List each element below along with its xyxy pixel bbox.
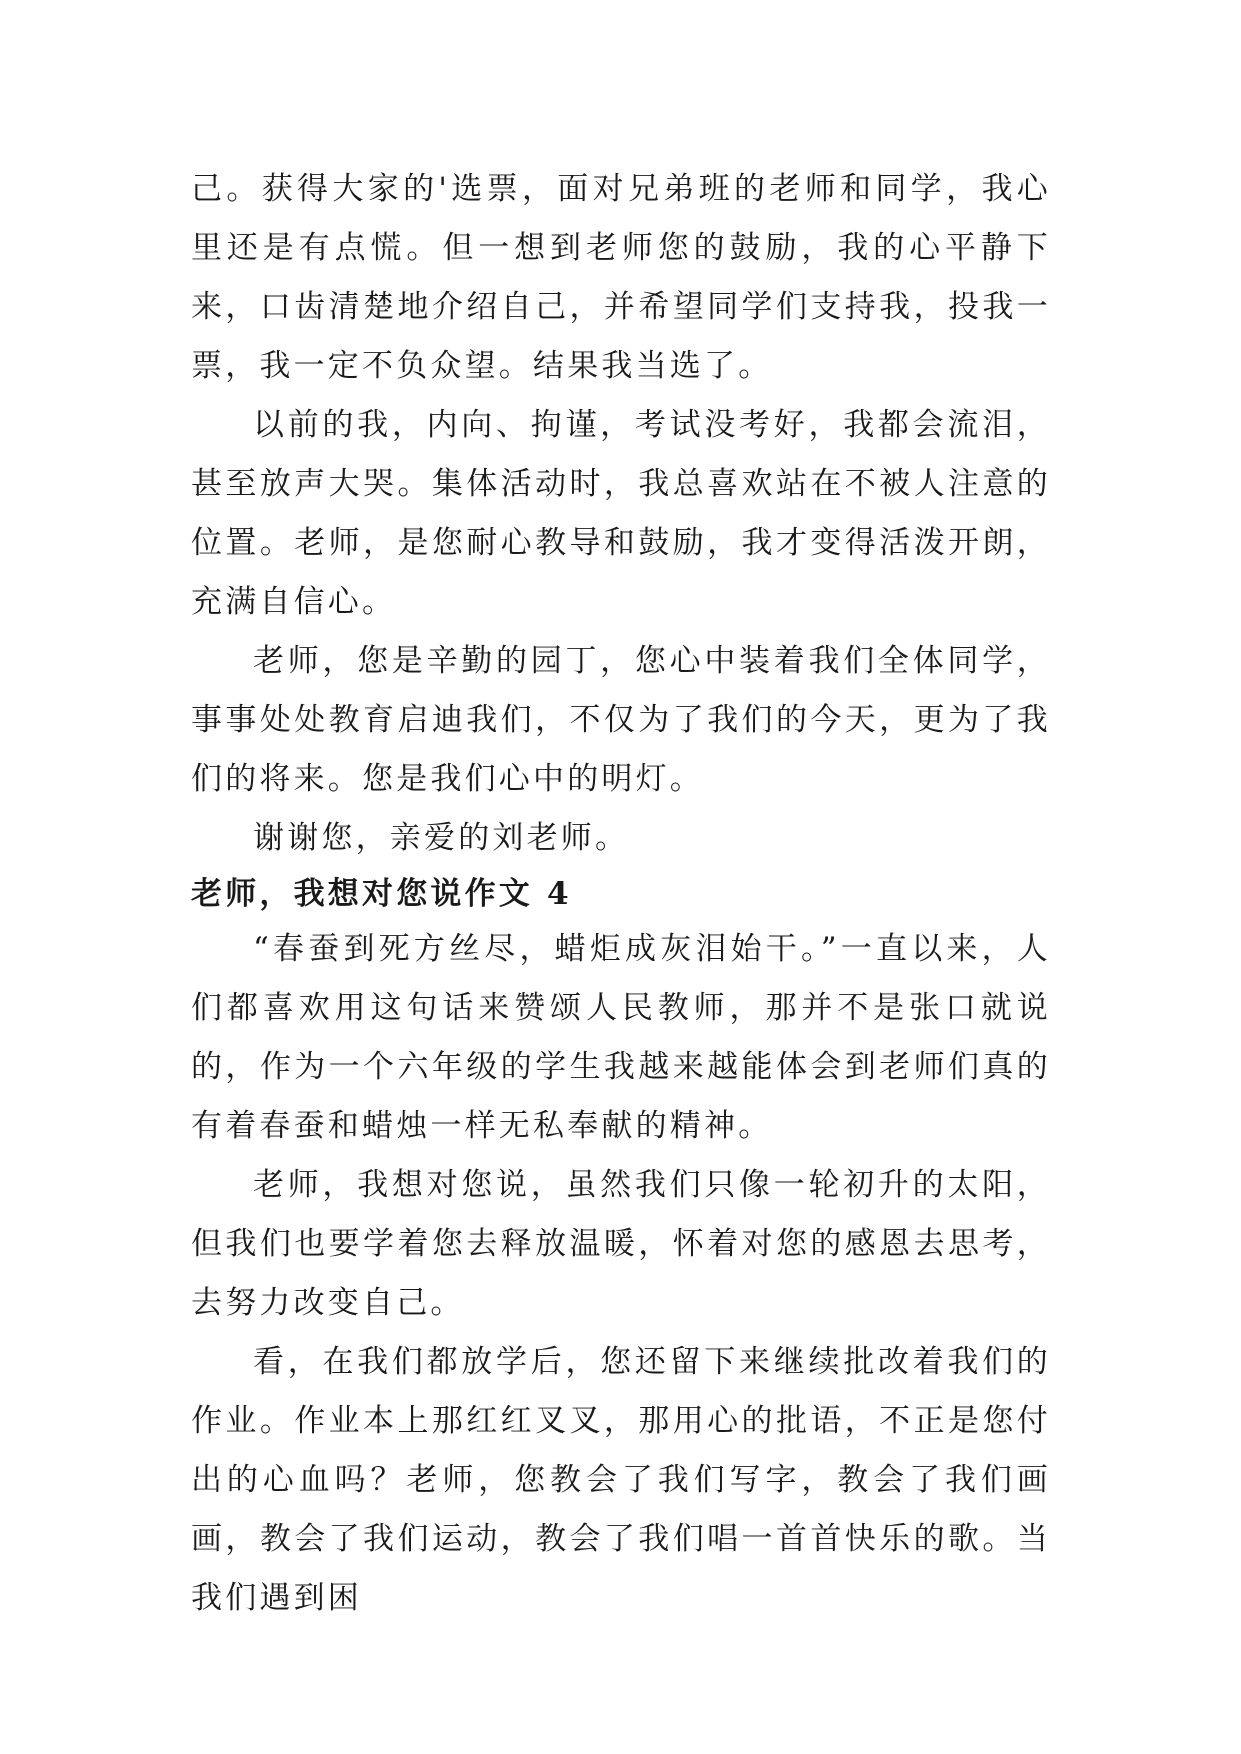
section-heading: 老师，我想对您说作文 4 bbox=[191, 876, 572, 912]
paragraphs-bottom bbox=[191, 920, 1051, 1628]
paragraph: 以前的我，内向、拘谨，考试没考好，我都会流泪，甚至放声大哭。集体活动时，我总喜欢站在不被人注意的位置。老师，是您耐心教导和鼓励，我才变得活泼开朗，充满自信心。 bbox=[191, 407, 1051, 620]
paragraph: 老师，您是辛勤的园丁，您心中装着我们全体同学，事事处处教育启迪我们，不仅为了我们的今天，更为了我们的将来。您是我们心中的明灯。 bbox=[191, 643, 1051, 797]
paragraph: “春蚕到死方丝尽，蜡炬成灰泪始干。”一直以来，人们都喜欢用这句话来赞颂人民教师，那并不是张口就说的，作为一个六年级的学生我越来越能体会到老师们真的有着春蚕和蜡烛一样无私奉献的精神。 bbox=[191, 931, 1051, 1144]
paragraph: 老师，我想对您说，虽然我们只像一轮初升的太阳，但我们也要学着您去释放温暖，怀着对您的感恩去思考，去努力改变自己。 bbox=[191, 1167, 1051, 1321]
document-body bbox=[191, 160, 1051, 1628]
paragraph: 己。获得大家的'选票，面对兄弟班的老师和同学，我心里还是有点慌。但一想到老师您的鼓励，我的心平静下来，口齿清楚地介绍自己，并希望同学们支持我，投我一票，我一定不负众望。结果我当选了。 bbox=[191, 171, 1051, 384]
paragraph: 谢谢您，亲爱的刘老师。 bbox=[253, 820, 630, 856]
paragraph: 看，在我们都放学后，您还留下来继续批改着我们的作业。作业本上那红红叉叉，那用心的批语，不正是您付出的心血吗？老师，您教会了我们写字，教会了我们画画，教会了我们运动，教会了我们唱一首首快乐的歌。当我们遇到困 bbox=[191, 1344, 1051, 1616]
paragraphs-top bbox=[191, 160, 1051, 868]
